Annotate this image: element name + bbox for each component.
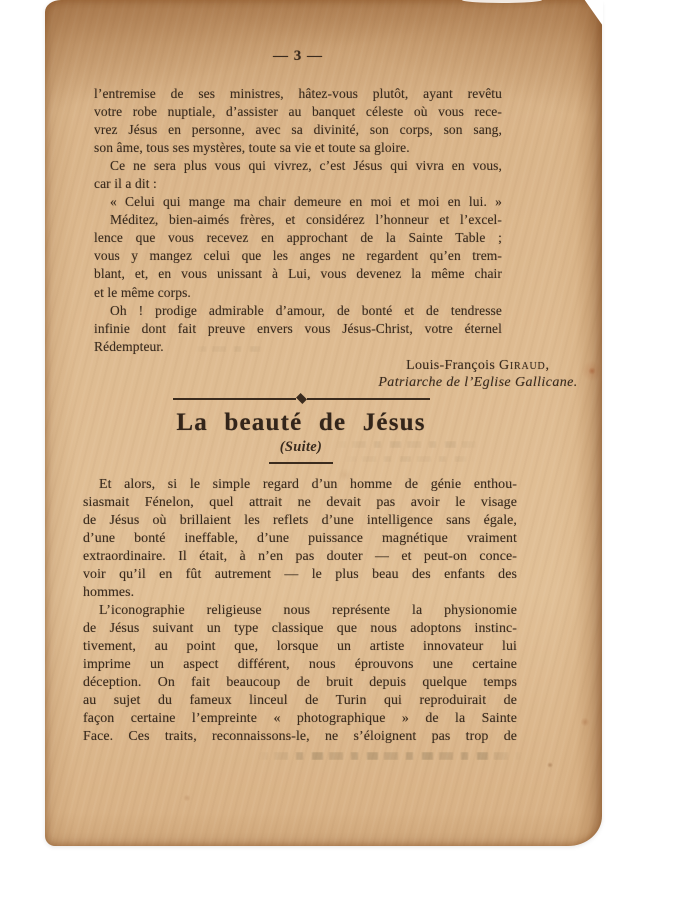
section-divider: [173, 394, 430, 404]
text-line: déception. On fait beaucoup de bruit depuis quelque temps: [83, 675, 517, 691]
text-line: voir qu’il en fût autrement — le plus beau des enfants des: [83, 566, 517, 582]
ink-bleedthrough-signature: [195, 346, 265, 352]
text-line: Et alors, si le simple regard d’un homme de génie enthou-: [99, 476, 517, 492]
article-body: [83, 476, 517, 747]
text-line: siasmait Fénelon, quel attrait ne devait pas avoir le visage: [83, 494, 517, 510]
text-line: de Jésus suivant un type classique que nous adoptons instinc-: [83, 621, 517, 637]
text-line: Rédempteur.: [94, 338, 164, 354]
title-rule: [269, 462, 333, 464]
paragraph: [94, 157, 502, 193]
text-line: hommes.: [83, 584, 135, 600]
ink-bleedthrough-bottom: [257, 752, 523, 760]
signature-given-names: Louis-François: [406, 357, 496, 373]
signature-title: Patriarche de l’Eglise Gallicane.: [378, 374, 578, 390]
text-line: extraordinaire. Il était, à n’en pas douter — et peut-on conce-: [83, 548, 517, 564]
text-line: et le même corps.: [94, 284, 191, 300]
text-line: l’entremise de ses ministres, hâtez-vous plutôt, ayant revêtu: [94, 86, 502, 101]
paragraph: [94, 302, 502, 356]
text-line: votre robe nuptiale, d’assister au banquet céleste où vous rece-: [94, 104, 502, 120]
divider-line-right: [307, 398, 430, 400]
text-line: car il a dit :: [94, 176, 157, 192]
diamond-ornament: [296, 393, 307, 404]
paragraph: [94, 85, 502, 157]
torn-corner: [584, 0, 603, 26]
ink-bleedthrough-right-2: [345, 456, 475, 462]
text-column: [83, 0, 578, 746]
page-number: — 3 —: [273, 48, 323, 64]
text-line: Oh ! prodige admirable d’amour, de bonté et de tendresse: [110, 302, 502, 318]
text-line: son âme, tous ses mystères, toute sa vie et toute sa gloire.: [94, 140, 410, 156]
text-line: vous y mangez celui que les anges ne regardent qu’en trem-: [94, 248, 502, 264]
paragraph: [94, 193, 502, 211]
text-line: d’une bonté ineffable, d’une puissance magnétique vraiment: [83, 530, 517, 546]
text-line: vrez Jésus en personne, avec sa divinité, son corps, son sang,: [94, 122, 502, 138]
text-line: au sujet du fameux linceul de Turin qui reproduirait de: [83, 693, 517, 709]
text-line: Ce ne sera plus vous qui vivrez, c’est Jésus qui vivra en vous,: [110, 158, 502, 174]
article-title: La beauté de Jésus: [176, 408, 426, 436]
signature-surname: Giraud,: [498, 357, 550, 373]
ink-bleedthrough-right: [335, 441, 485, 448]
page-sheet: [45, 0, 602, 846]
text-line: imprime un aspect différent, nous éprouvons une certaine: [83, 657, 517, 673]
signature-name: [274, 357, 682, 374]
paragraph: [83, 476, 517, 602]
signature-block: [94, 357, 682, 391]
text-line: de Jésus où brillaient les reflets d’une intelligence sans égale,: [83, 512, 517, 528]
text-line: façon certaine l’empreinte « photographique » de la Sainte: [83, 711, 517, 727]
text-line: lence que vous recevez en approchant de la Sainte Table ;: [94, 230, 502, 246]
text-line: blant, et, en vous unissant à Lui, vous devenez la même chair: [94, 266, 502, 282]
closing-text: [94, 85, 502, 356]
divider-line-left: [173, 398, 296, 400]
article-subtitle: (Suite): [279, 438, 323, 455]
paragraph: [94, 211, 502, 301]
text-line: Méditez, bien-aimés frères, et considérez l’honneur et l’excel-: [110, 212, 502, 228]
text-line: infinie dont fait preuve envers vous Jésus-Christ, votre éternel: [94, 320, 502, 336]
paragraph: [83, 602, 517, 746]
text-line: Face. Ces traits, reconnaissons-le, ne s’éloignent pas trop de: [83, 729, 517, 745]
text-line: tivement, au point que, lorsque un artiste innovateur lui: [83, 639, 517, 655]
text-line: L’iconographie religieuse nous représente la physionomie: [99, 603, 517, 619]
text-line: « Celui qui mange ma chair demeure en moi et moi en lui. »: [110, 194, 502, 210]
